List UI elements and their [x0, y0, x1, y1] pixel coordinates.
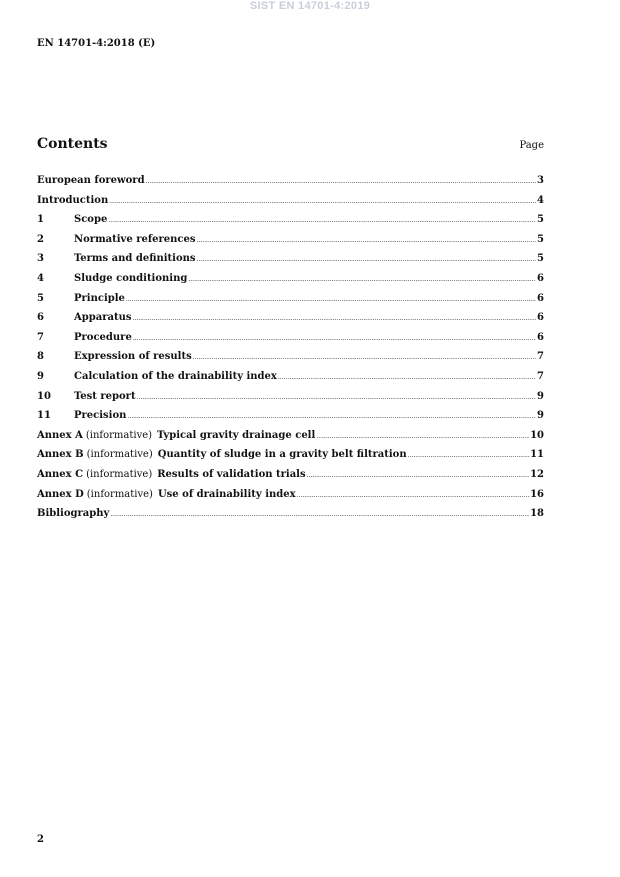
toc-page-number: 11	[530, 449, 544, 461]
toc-title: Precision	[74, 410, 127, 422]
toc-clause-number: 6	[37, 312, 44, 324]
toc-leader-dots	[108, 217, 536, 224]
toc-page-number: 16	[530, 488, 544, 500]
toc-entry[interactable]	[37, 410, 544, 430]
toc-clause-number: 3	[37, 253, 44, 265]
toc-clause-number: 10	[37, 390, 51, 402]
toc-leader-dots	[197, 237, 537, 244]
toc-page-number: 5	[537, 214, 544, 226]
page-number: 2	[37, 834, 44, 845]
toc-leader-dots	[133, 335, 536, 342]
toc-page-number: 18	[530, 508, 544, 520]
toc-clause-number: 5	[37, 292, 44, 304]
document-id: EN 14701-4:2018 (E)	[37, 38, 156, 49]
toc-annex-label: Annex B	[37, 449, 84, 461]
toc-page-number: 6	[537, 331, 544, 343]
toc-page-number: 5	[537, 233, 544, 245]
toc-page-number: 4	[537, 194, 544, 206]
toc-leader-dots	[110, 511, 529, 518]
toc-title: Typical gravity drainage cell	[157, 429, 316, 441]
toc-title: Terms and definitions	[74, 253, 196, 265]
toc-clause-number: 8	[37, 351, 44, 363]
toc-entry[interactable]	[37, 234, 544, 254]
toc-page-number: 6	[537, 292, 544, 304]
toc-entry[interactable]	[37, 430, 544, 450]
toc-entry[interactable]	[37, 489, 544, 509]
toc-entry[interactable]	[37, 195, 544, 215]
toc-clause-number: 9	[37, 370, 44, 382]
toc-entry[interactable]	[37, 351, 544, 371]
toc-title: Calculation of the drainability index	[74, 370, 277, 382]
toc-entry[interactable]	[37, 508, 544, 528]
contents-heading: Contents	[37, 136, 108, 152]
toc-title: Scope	[74, 214, 108, 226]
toc-leader-dots	[127, 413, 536, 420]
toc-title: Test report	[74, 390, 136, 402]
toc-leader-dots	[188, 276, 536, 283]
toc-title: Procedure	[74, 331, 132, 343]
toc-page-number: 6	[537, 272, 544, 284]
toc-entry[interactable]	[37, 273, 544, 293]
page-column-label: Page	[519, 140, 544, 151]
toc-entry[interactable]	[37, 469, 544, 489]
toc-clause-number: 4	[37, 272, 44, 284]
toc-title: Results of validation trials	[157, 468, 306, 480]
toc-leader-dots	[126, 296, 536, 303]
toc-entry[interactable]	[37, 332, 544, 352]
toc-title: Normative references	[74, 233, 196, 245]
toc-clause-number: 2	[37, 233, 44, 245]
toc-page-number: 6	[537, 312, 544, 324]
toc-page-number: 7	[537, 351, 544, 363]
toc-entry[interactable]	[37, 449, 544, 469]
toc-page-number: 5	[537, 253, 544, 265]
toc-page-number: 12	[530, 468, 544, 480]
toc-page-number: 10	[530, 429, 544, 441]
toc-leader-dots	[133, 315, 537, 322]
toc-leader-dots	[146, 178, 536, 185]
toc-leader-dots	[307, 472, 529, 479]
toc-clause-number: 11	[37, 410, 51, 422]
toc-title: Apparatus	[74, 312, 132, 324]
toc-annex-type: (informative)	[86, 468, 153, 480]
toc-annex-type: (informative)	[85, 429, 153, 441]
toc-entry[interactable]	[37, 312, 544, 332]
toc-title: Expression of results	[74, 351, 192, 363]
toc-entry[interactable]	[37, 371, 544, 391]
toc-page-number: 3	[537, 175, 544, 186]
toc-clause-number: 1	[37, 214, 44, 226]
toc-leader-dots	[193, 354, 536, 361]
toc-page-number: 7	[537, 370, 544, 382]
table-of-contents	[37, 175, 544, 528]
toc-entry[interactable]	[37, 253, 544, 273]
toc-entry[interactable]	[37, 214, 544, 234]
toc-clause-number: 7	[37, 331, 44, 343]
toc-title: Use of drainability index	[157, 488, 296, 500]
toc-page-number: 9	[537, 390, 544, 402]
toc-title: European foreword	[37, 175, 145, 186]
toc-annex-type: (informative)	[86, 488, 153, 500]
toc-leader-dots	[109, 198, 536, 205]
toc-title: Sludge conditioning	[74, 272, 188, 284]
toc-annex-label: Annex C	[37, 468, 84, 480]
toc-title: Bibliography	[37, 508, 110, 520]
toc-title: Principle	[74, 292, 125, 304]
toc-title: Introduction	[37, 194, 109, 206]
toc-annex-type: (informative)	[86, 449, 153, 461]
toc-leader-dots	[316, 433, 529, 440]
toc-leader-dots	[408, 452, 529, 459]
toc-leader-dots	[137, 394, 536, 401]
toc-annex-label: Annex A	[37, 429, 83, 441]
toc-leader-dots	[297, 492, 530, 499]
toc-page-number: 9	[537, 410, 544, 422]
toc-leader-dots	[197, 256, 537, 263]
toc-leader-dots	[278, 374, 536, 381]
toc-annex-label: Annex D	[37, 488, 84, 500]
toc-entry[interactable]	[37, 293, 544, 313]
toc-title: Quantity of sludge in a gravity belt filtration	[157, 449, 407, 461]
toc-entry[interactable]	[37, 175, 544, 195]
toc-entry[interactable]	[37, 391, 544, 411]
watermark: SIST EN 14701-4:2019	[249, 0, 371, 12]
